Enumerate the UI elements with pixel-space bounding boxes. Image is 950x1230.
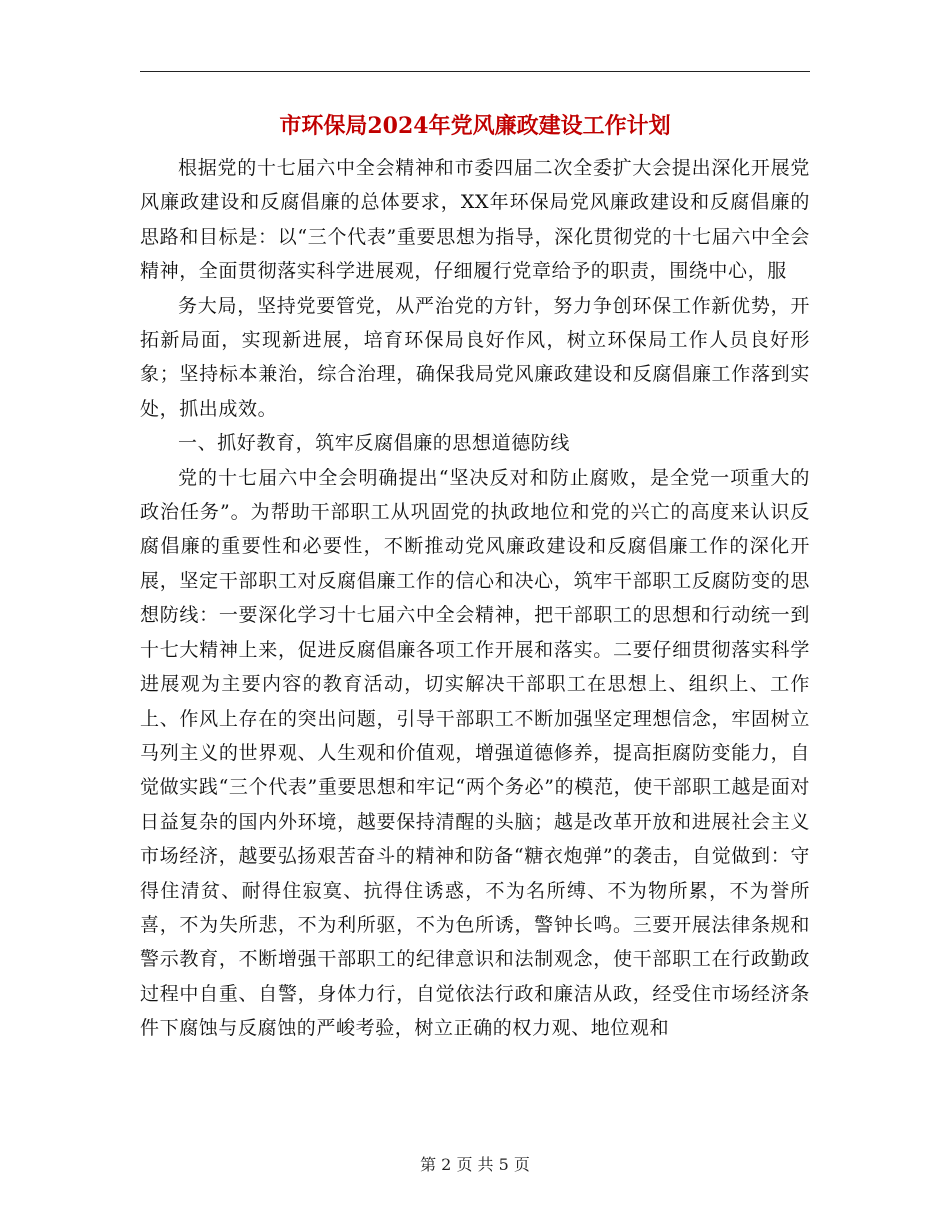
section-heading-1: 一、抓好教育，筑牢反腐倡廉的思想道德防线 bbox=[178, 432, 571, 455]
paragraph-continuation: 务大局，坚持党要管党，从严治党的方针，努力争创环保工作新优势，开拓新局面，实现新进展，培育环保局良好作风，树立环保局工作人员良好形象；坚持标本兼治，综合治理，确保我局党风廉政建设和反腐倡廉工作落到实处，抓出成效。 bbox=[140, 294, 810, 420]
header-rule bbox=[140, 71, 810, 72]
paragraph-section-1: 党的十七届六中全会明确提出“坚决反对和防止腐败，是全党一项重大的政治任务”。为帮助干部职工从巩固党的执政地位和党的兴亡的高度来认识反腐倡廉的重要性和必要性，不断推动党风廉政建设和反腐倡廉工作的深化开展，坚定干部职工对反腐倡廉工作的信心和决心，筑牢干部职工反腐防变的思想防线：一要深化学习十七届六中全会精神，把干部职工的思想和行动统一到十七大精神上来，促进反腐倡廉各项工作开展和落实。二要仔细贯彻落实科学进展观为主要内容的教育活动，切实解决干部职工在思想上、组织上、工作上、作风上存在的突出问题，引导干部职工不断加强坚定理想信念，牢固树立马列主义的世界观、人生观和价值观，增强道德修养，提高拒腐防变能力，自觉做实践“三个代表”重要思想和牢记“两个务必”的模范，使干部职工越是面对日益复杂的国内外环境，越要保持清醒的头脑；越是改革开放和进展社会主义市场经济，越要弘扬艰苦奋斗的精神和防备“糖衣炮弹”的袭击，自觉做到：守得住清贫、耐得住寂寞、抗得住诱惑，不为名所缚、不为物所累，不为誉所喜，不为失所悲，不为利所驱，不为色所诱，警钟长鸣。三要开展法律条规和警示教育，不断增强干部职工的纪律意识和法制观念，使干部职工在行政勤政过程中自重、自警，身体力行，自觉依法行政和廉洁从政，经受住市场经济条件下腐蚀与反腐蚀的严峻考验，树立正确的权力观、地位观和 bbox=[140, 466, 810, 1040]
document-body bbox=[140, 151, 810, 1046]
paragraph-intro: 根据党的十七届六中全会精神和市委四届二次全委扩大会提出深化开展党风廉政建设和反腐倡廉的总体要求，XX年环保局党风廉政建设和反腐倡廉的思路和目标是：以“三个代表”重要思想为指导，深化贯彻党的十七届六中全会精神，全面贯彻落实科学进展观，仔细履行党章给予的职责，围绕中心，服 bbox=[140, 157, 810, 283]
document-title: 市环保局2024年党风廉政建设工作计划 bbox=[279, 113, 671, 139]
page-number: 第 2 页 共 5 页 bbox=[420, 1155, 530, 1174]
